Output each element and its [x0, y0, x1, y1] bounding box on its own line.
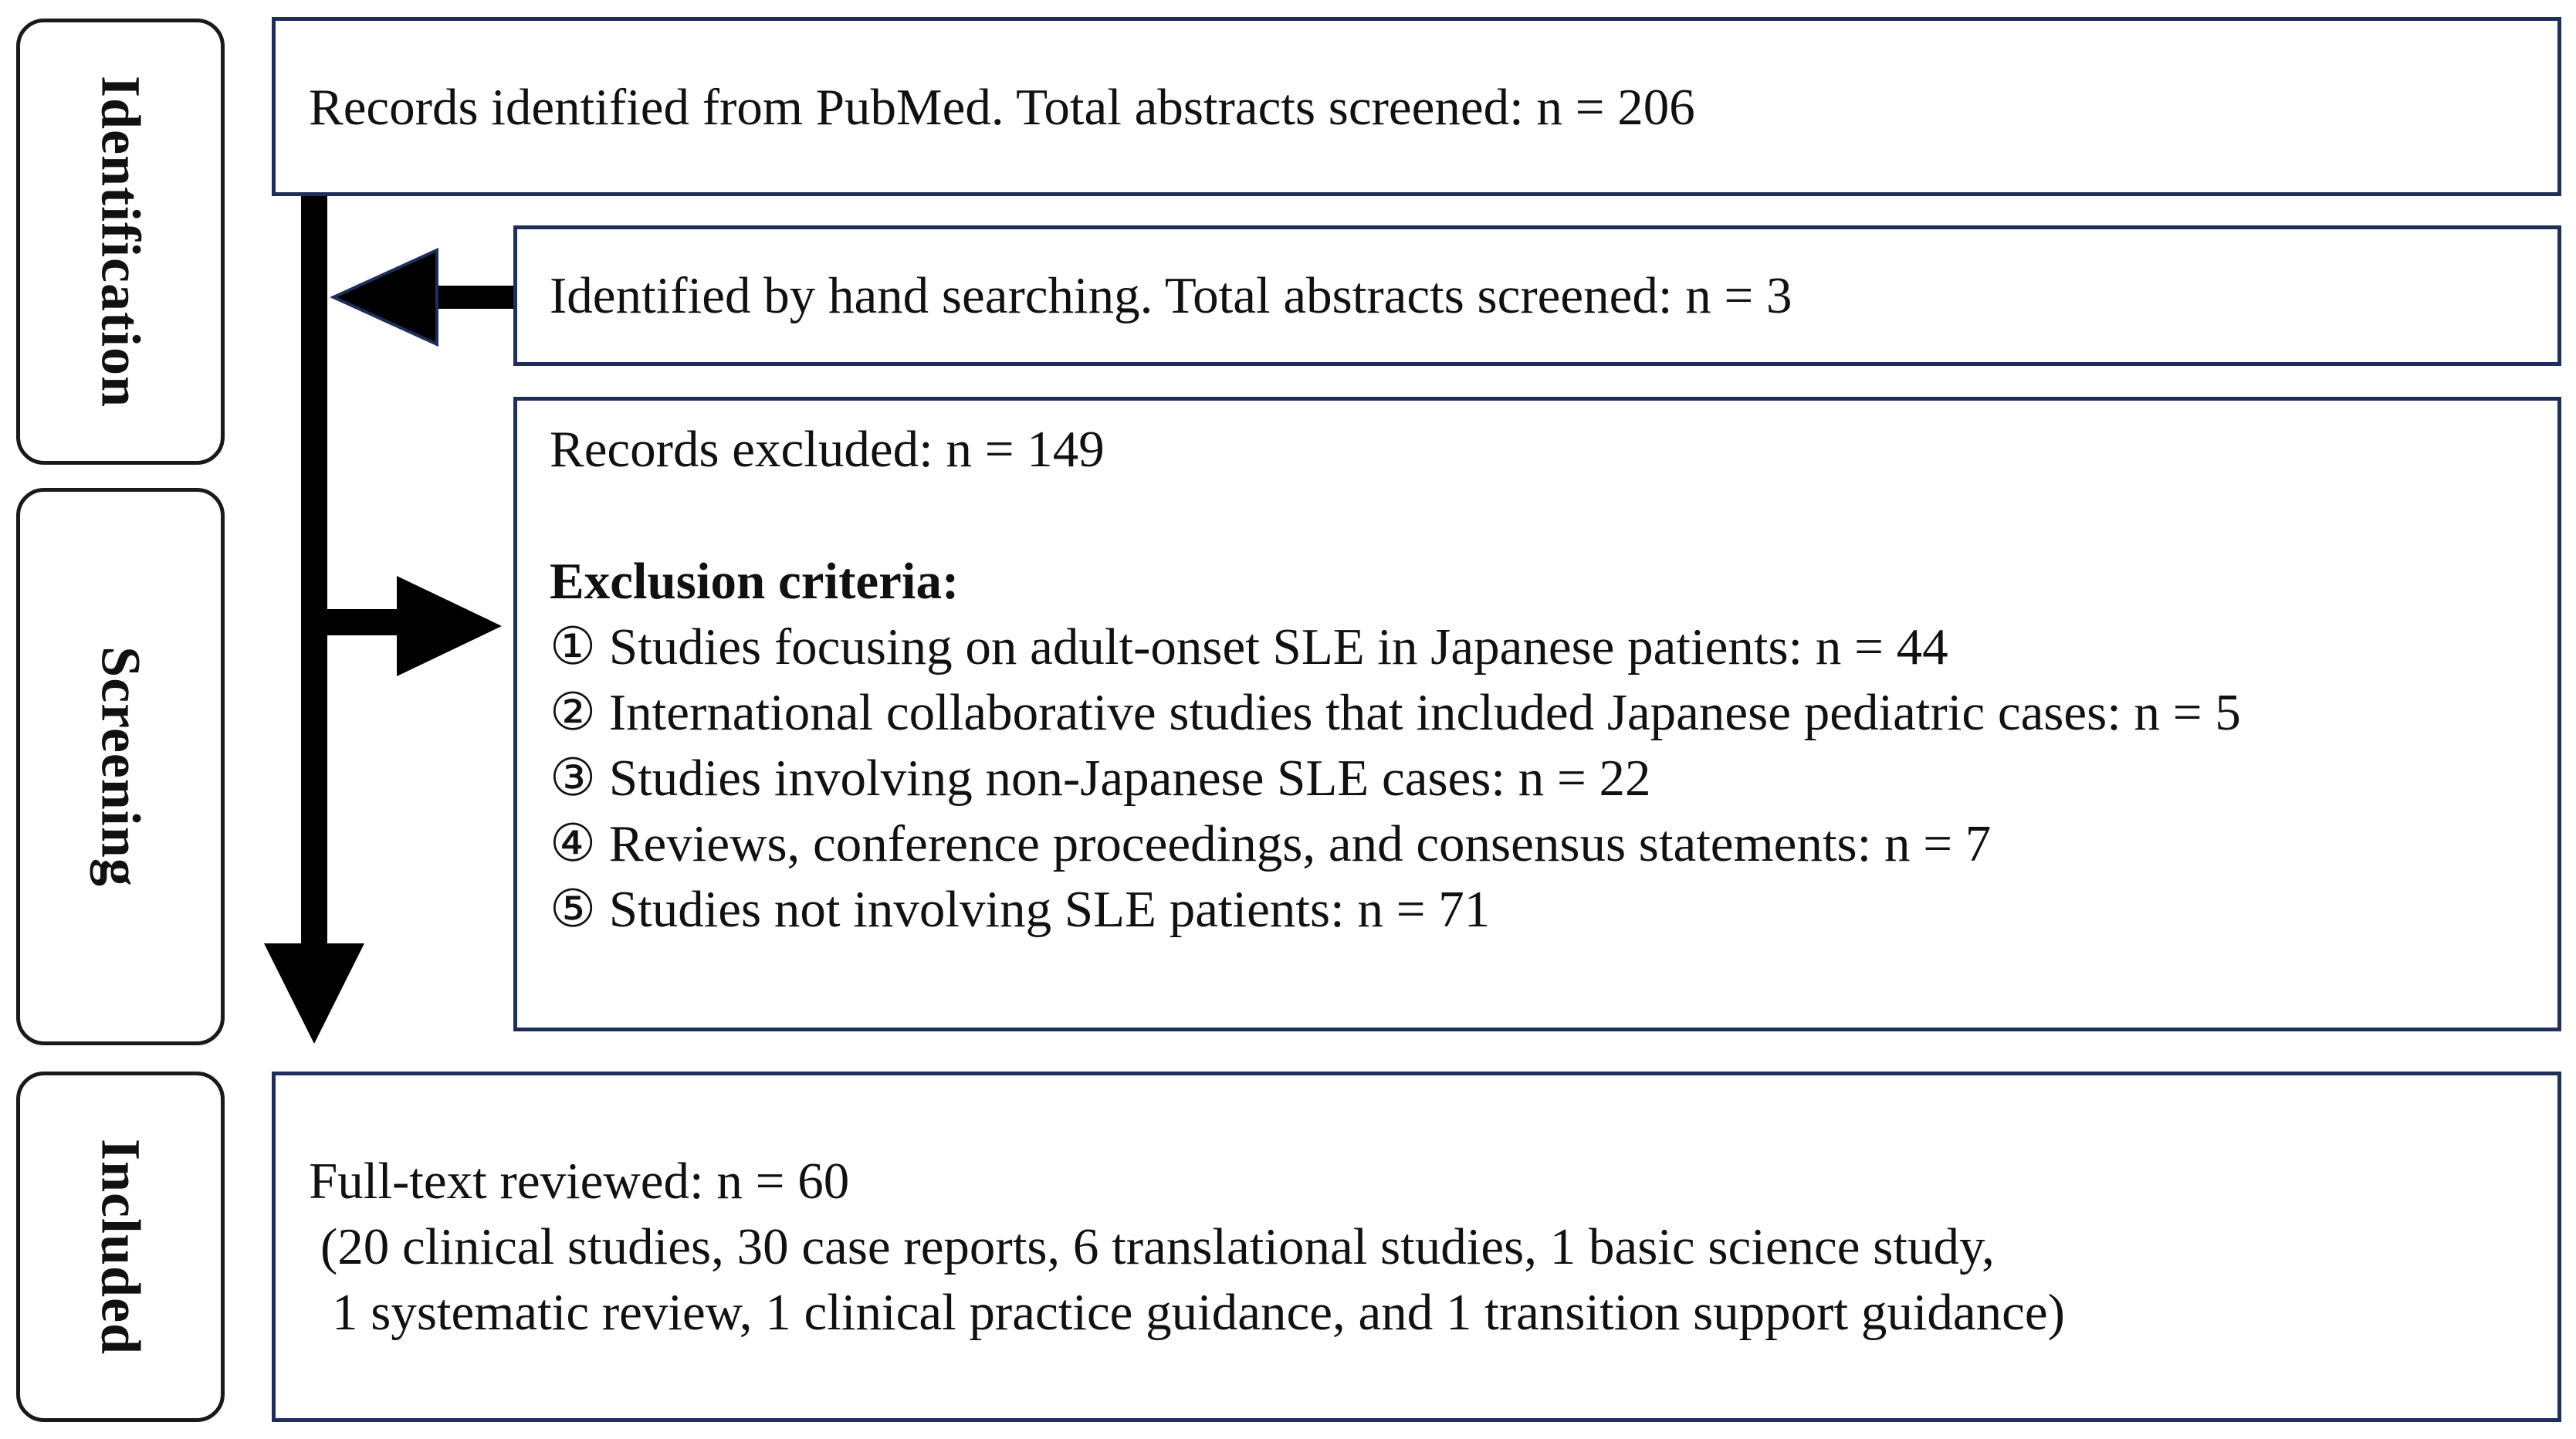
stage-included-label: Included: [90, 1138, 152, 1356]
exclusion-criterion: ② International collaborative studies that included Japanese pediatric cases: n = 5: [550, 684, 2241, 741]
hand-search-arrow-head: [333, 250, 437, 344]
stage-identification-label: Identification: [90, 75, 152, 408]
included-detail-line: (20 clinical studies, 30 case reports, 6 translational studies, 1 basic science study,: [320, 1218, 1995, 1275]
hand-search-text: Identified by hand searching. Total abstracts screened: n = 3: [550, 267, 1792, 324]
stage-screening-label: Screening: [90, 646, 152, 887]
main-flow-shaft: [301, 196, 327, 960]
exclusion-criterion: ⑤ Studies not involving SLE patients: n = 71: [550, 881, 1491, 938]
exclusion-criterion: ① Studies focusing on adult-onset SLE in Japanese patients: n = 44: [550, 618, 1948, 675]
included-count-text: Full-text reviewed: n = 60: [309, 1153, 850, 1210]
exclusion-arrow-head: [397, 576, 502, 676]
included-detail-line: 1 systematic review, 1 clinical practice guidance, and 1 transition support guidance): [332, 1284, 2065, 1341]
down-arrow-head: [264, 943, 364, 1044]
hand-search-arrow-shaft: [428, 286, 513, 309]
excluded-count-text: Records excluded: n = 149: [550, 421, 1105, 478]
exclusion-criteria-heading: Exclusion criteria:: [550, 553, 960, 610]
exclusion-criterion: ③ Studies involving non-Japanese SLE cases: n = 22: [550, 750, 1651, 807]
exclusion-criterion: ④ Reviews, conference proceedings, and consensus statements: n = 7: [550, 815, 1992, 872]
pubmed-records-text: Records identified from PubMed. Total abstracts screened: n = 206: [309, 79, 1695, 136]
